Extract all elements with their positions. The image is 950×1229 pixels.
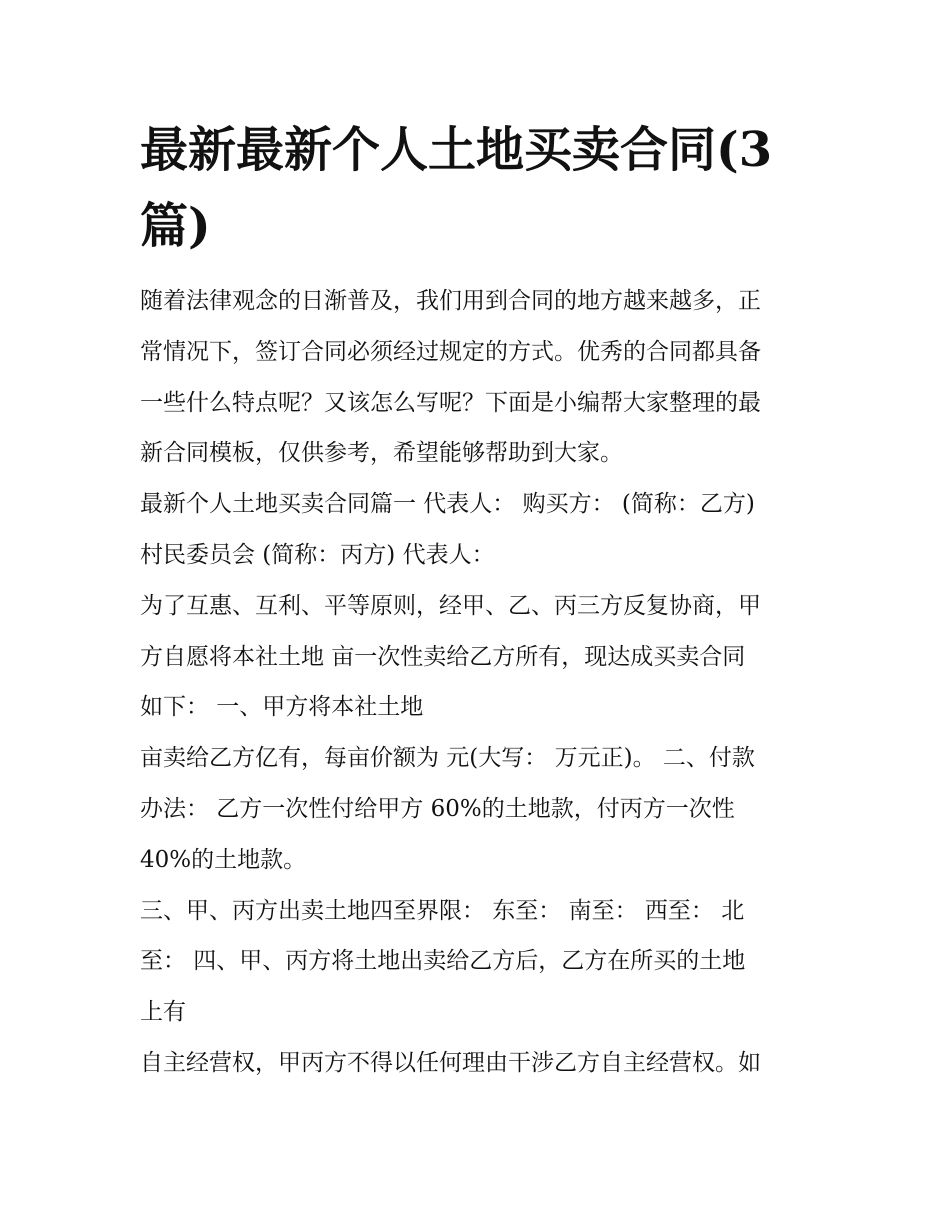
body-line: 村民委员会 (简称：丙方) 代表人： (140, 541, 495, 568)
body-line: 上有 (140, 999, 186, 1026)
body-line: 40%的土地款。 (140, 846, 307, 873)
title-line: 最新最新个人土地买卖合同(3 (140, 122, 773, 178)
body-line: 办法： 乙方一次性付给甲方 60%的土地款，付丙方一次性 (140, 795, 735, 822)
body-line: 如下： 一、甲方将本社土地 (140, 694, 424, 721)
body-line: 至： 四、甲、丙方将土地出卖给乙方后，乙方在所买的土地 (140, 948, 746, 975)
body-line: 一些什么特点呢？又该怎么写呢？下面是小编帮大家整理的最 (140, 389, 761, 416)
document-body (140, 276, 830, 1089)
body-line: 为了互惠、互利、平等原则，经甲、乙、丙三方反复协商，甲 (140, 592, 761, 619)
body-line: 亩卖给乙方亿有，每亩价额为 元(大写： 万元正)。 二、付款 (140, 745, 755, 772)
body-line: 最新个人土地买卖合同篇一 代表人： 购买方： (简称：乙方) (140, 491, 755, 518)
body-line: 三、甲、丙方出卖土地四至界限： 东至： 南至： 西至： 北 (140, 897, 745, 924)
title-line: 篇) (140, 198, 211, 254)
body-line: 自主经营权，甲丙方不得以任何理由干涉乙方自主经营权。如 (140, 1049, 761, 1076)
body-line: 随着法律观念的日渐普及，我们用到合同的地方越来越多，正 (140, 288, 761, 314)
document-title (140, 112, 820, 264)
body-line: 常情况下，签订合同必须经过规定的方式。优秀的合同都具备 (140, 338, 761, 365)
body-line: 方自愿将本社土地 亩一次性卖给乙方所有，现达成买卖合同 (140, 643, 746, 670)
body-line: 新合同模板，仅供参考，希望能够帮助到大家。 (140, 440, 623, 467)
